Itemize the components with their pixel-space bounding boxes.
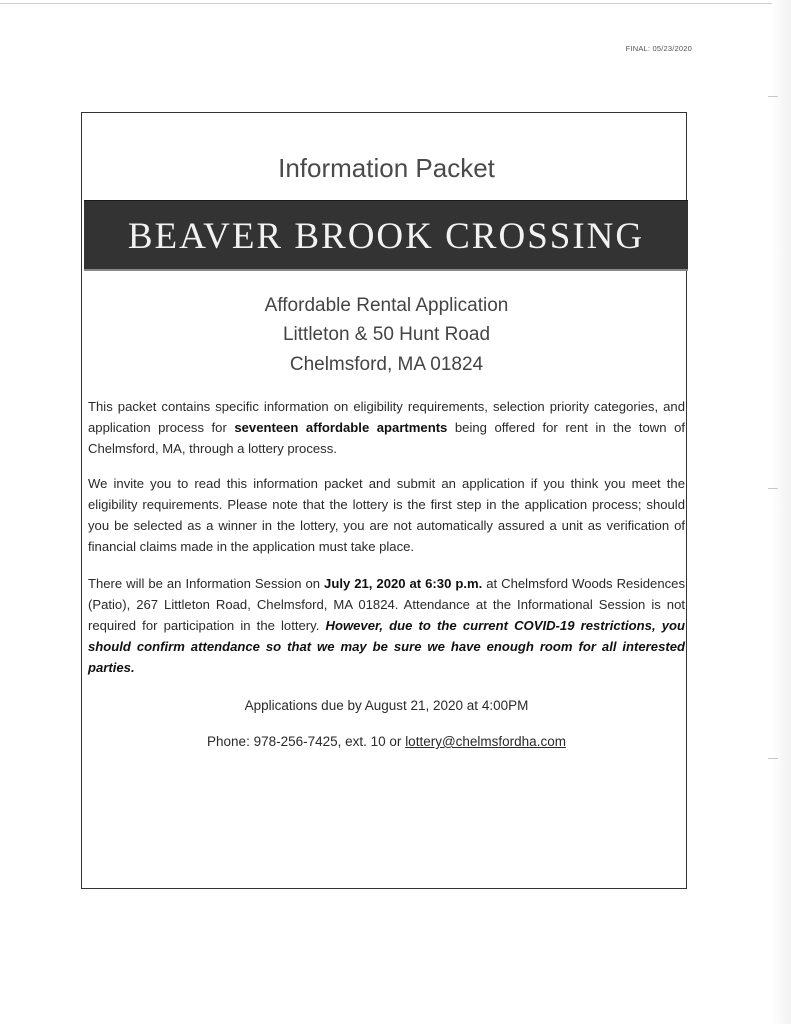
overview-text-end: being offered for rent in the town of Chelmsford, MA, through a lottery process. [88, 420, 685, 456]
paragraph-invitation: We invite you to read this information packet and submit an application if you think you meet the eligibility requirements. Please note that the lottery is the first step in the application process; should you be selected as a winner in the lottery, you are not automatically assured a unit as verification of financial claims made in the application must take place. [88, 476, 685, 554]
packet-title: Information Packet [278, 153, 495, 183]
scan-margin-mark [768, 758, 778, 759]
paragraph-info-session [88, 573, 685, 678]
email-link[interactable]: lottery@chelmsfordha.com [405, 734, 566, 749]
covid-notice: However, due to the current COVID-19 restrictions, you should confirm attendance so that we may be sure we have enough room for all interested parties. [88, 618, 685, 675]
overview-highlight: seventeen affordable apartments [234, 420, 448, 435]
subtitle-line-2: Littleton & 50 Hunt Road [282, 324, 491, 345]
title-banner [84, 200, 688, 271]
scan-top-edge [0, 3, 791, 4]
paragraph-overview [88, 396, 685, 459]
contact-line [0, 734, 773, 749]
scan-right-edge [772, 0, 791, 1024]
session-date: July 21, 2020 at 6:30 p.m. [324, 576, 483, 591]
subtitle-line-3: Chelmsford, MA 01824 [289, 354, 484, 375]
banner-title: BEAVER BROOK CROSSING [127, 216, 645, 257]
application-deadline: Applications due by August 21, 2020 at 4:00PM [244, 698, 529, 713]
phone-text: Phone: 978-256-7425, ext. 10 or [207, 734, 406, 749]
session-location: at Chelmsford Woods Residences (Patio), 267 Littleton Road, Chelmsford, MA 01824. Attendance at the Informational Session is not required for participation in the lottery. [88, 576, 685, 633]
final-date-stamp: FINAL: 05/23/2020 [625, 44, 692, 53]
scan-margin-mark [768, 488, 778, 489]
subtitle-line-1: Affordable Rental Application [264, 295, 509, 316]
overview-text: This packet contains specific information on eligibility requirements, selection priority categories, and application process for [88, 399, 685, 435]
session-text: There will be an Information Session on [88, 576, 325, 591]
scan-margin-mark [768, 96, 778, 97]
